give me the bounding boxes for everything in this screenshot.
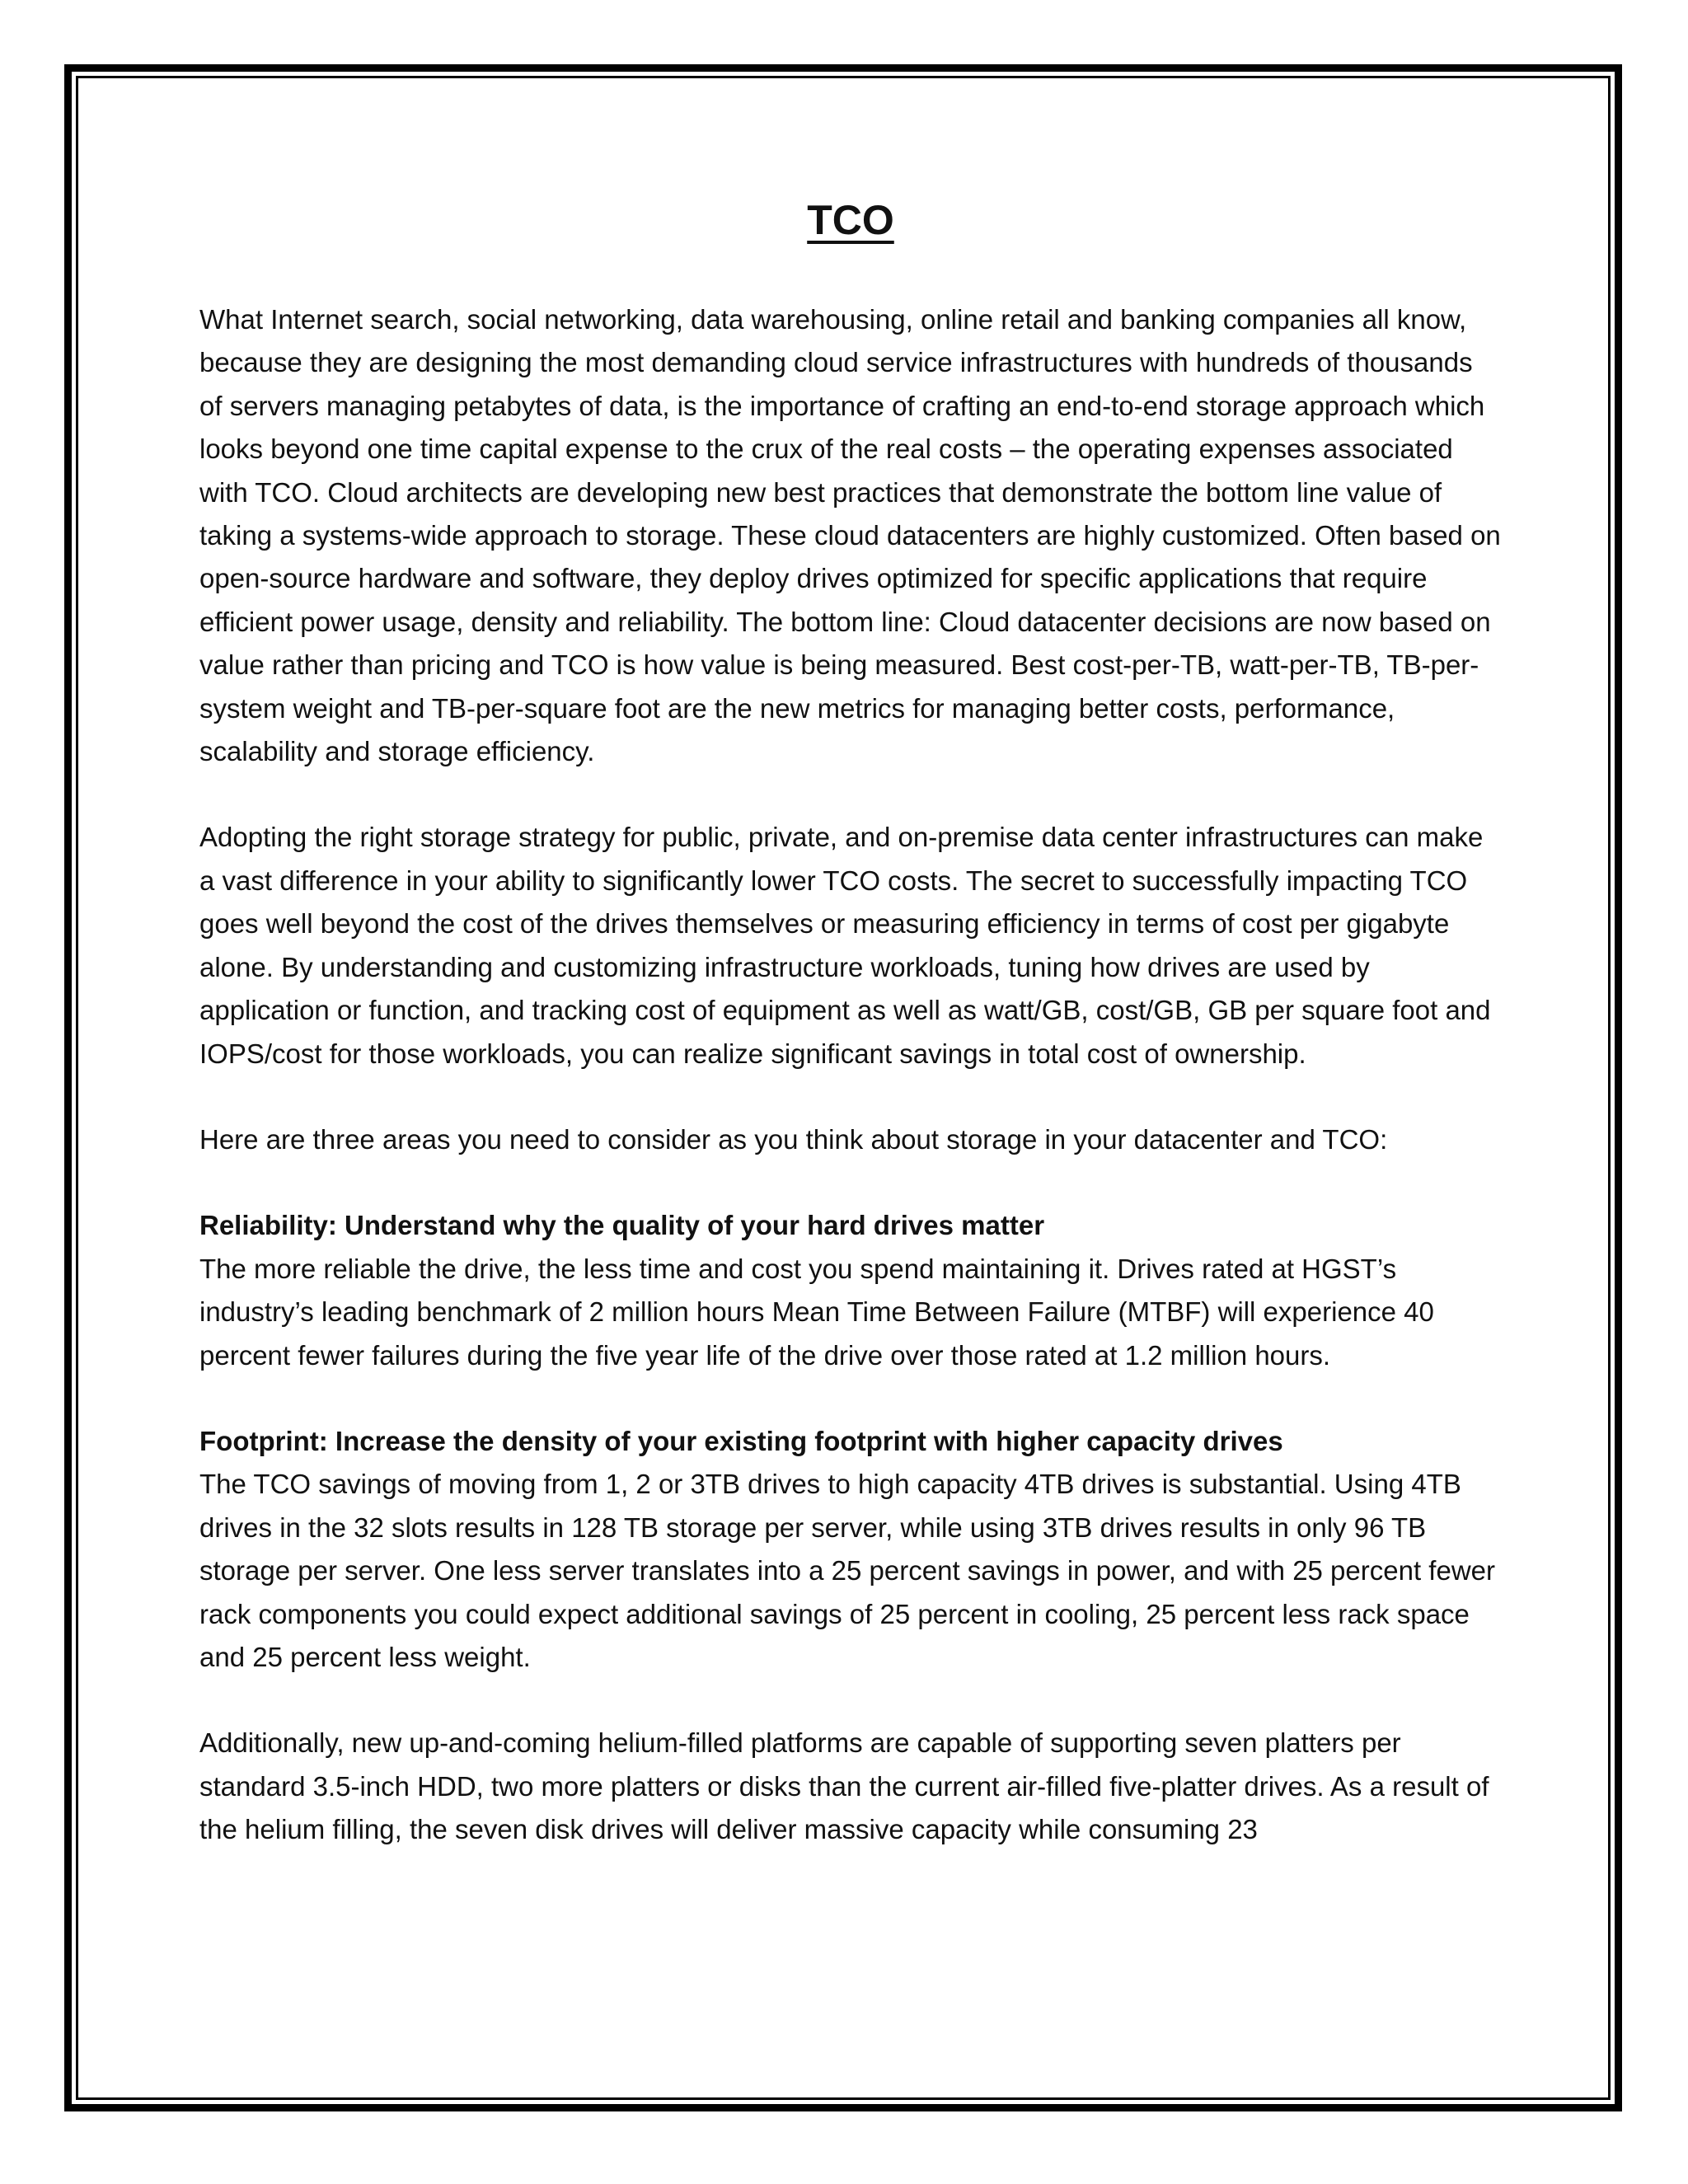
section-reliability bbox=[199, 1204, 1502, 1377]
areas-intro-paragraph: Here are three areas you need to consider as you think about storage in your datacenter and TCO: bbox=[199, 1123, 1388, 1155]
strategy-paragraph: Adopting the right storage strategy for public, private, and on-premise data center infrastructures can make a vast difference in your ability to significantly lower TCO costs. The secret to successfully impacting TCO goes well beyond the cost of the drives themselves or measuring efficiency in terms of cost per gigabyte alone. By understanding and customizing infrastructure workloads, tuning how drives are used by application or function, and tracking cost of equipment as well as watt/GB, cost/GB, GB per square foot and IOPS/cost for those workloads, you can realize significant savings in total cost of ownership. bbox=[199, 822, 1491, 1069]
document-body bbox=[199, 191, 1502, 1852]
helium-paragraph: Additionally, new up-and-coming helium-filled platforms are capable of supporting seven platters per standard 3.5-inch HDD, two more platters or disks than the current air-filled five-platter drives. As a result of the helium filling, the seven disk drives will deliver massive capacity while consuming 23 bbox=[199, 1727, 1489, 1845]
section-heading-footprint: Footprint: Increase the density of your existing footprint with higher capacity drives bbox=[199, 1425, 1283, 1456]
document-title: TCO bbox=[807, 197, 894, 243]
section-body-reliability: The more reliable the drive, the less time and cost you spend maintaining it. Drives rated at HGST’s industry’s leading benchmark of 2 million hours Mean Time Between Failure (MTBF) will experience 40 percent fewer failures during the five year life of the drive over those rated at 1.2 million hours. bbox=[199, 1253, 1434, 1371]
section-body-footprint: The TCO savings of moving from 1, 2 or 3TB drives to high capacity 4TB drives is substantial. Using 4TB drives in the 32 slots results in 128 TB storage per server, while using 3TB drives results in only 96 TB storage per server. One less server translates into a 25 percent savings in power, and with 25 percent fewer rack components you could expect additional savings of 25 percent in cooling, 25 percent less rack space and 25 percent less weight. bbox=[199, 1469, 1495, 1672]
section-footprint bbox=[199, 1420, 1502, 1679]
section-heading-reliability: Reliability: Understand why the quality of your hard drives matter bbox=[199, 1210, 1045, 1241]
intro-paragraph: What Internet search, social networking, data warehousing, online retail and banking companies all know, because they are designing the most demanding cloud service infrastructures with hundreds of thousands of servers managing petabytes of data, is the importance of crafting an end-to-end storage approach which looks beyond one time capital expense to the crux of the real costs – the operating expenses associated with TCO. Cloud architects are developing new best practices that demonstrate the bottom line value of taking a systems-wide approach to storage. These cloud datacenters are highly customized. Often based on open-source hardware and software, they deploy drives optimized for specific applications that require efficient power usage, density and reliability. The bottom line: Cloud datacenter decisions are now based on value rather than pricing and TCO is how value is being measured. Best cost-per-TB, watt-per-TB, TB-per-system weight and TB-per-square foot are the new metrics for managing better costs, performance, scalability and storage efficiency. bbox=[199, 304, 1501, 767]
